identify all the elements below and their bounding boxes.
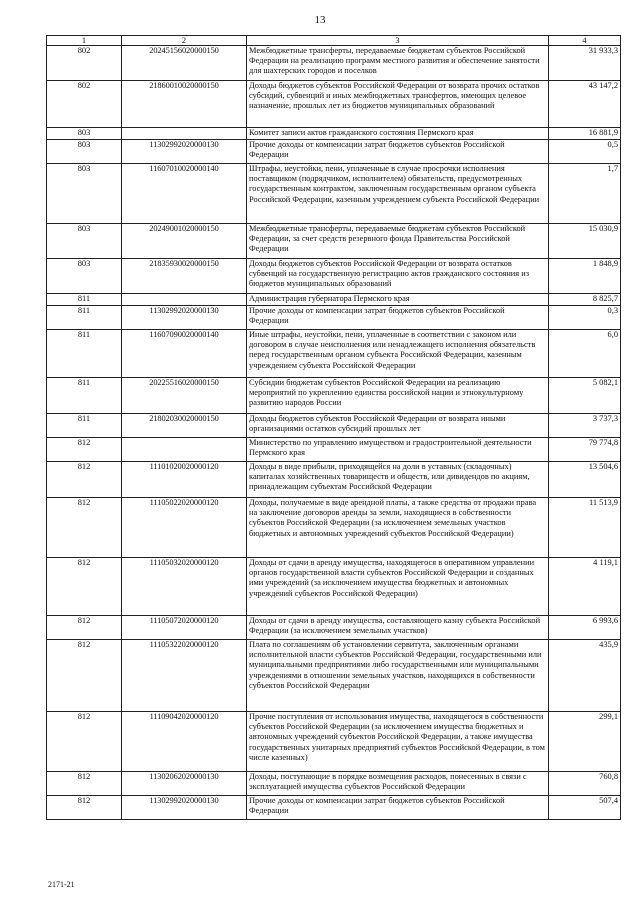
revenue-name-cell: Доходы в виде прибыли, приходящейся на доли в уставных (складочных) капиталах хозяйственных товариществ и обществ, или дивидендов по акциям, принадлежащим субъектам Российской Федерации [247,462,549,498]
table-body [47,46,621,820]
admin-code-cell: 812 [47,772,122,796]
amount-cell: 1 848,9 [549,259,621,294]
amount-cell: 1,7 [549,164,621,224]
table-row [47,81,621,128]
column-header-1: 1 [47,36,122,46]
revenue-name-cell: Прочие доходы от компенсации затрат бюджетов субъектов Российской Федерации [247,140,549,164]
amount-cell: 0,5 [549,140,621,164]
amount-cell: 13 504,6 [549,462,621,498]
table-row [47,414,621,438]
admin-code-cell: 811 [47,330,122,378]
admin-code-cell: 803 [47,140,122,164]
table-header-row [47,36,621,46]
revenue-name-cell: Прочие доходы от компенсации затрат бюджетов субъектов Российской Федерации [247,796,549,820]
admin-code-cell: 811 [47,414,122,438]
revenue-name-cell: Администрация губернатора Пермского края [247,294,549,306]
revenue-name-cell: Доходы, получаемые в виде арендной платы, а также средства от продажи права на заключение договоров аренды за земли, находящиеся в собственности субъектов Российской Федерации (за исключением земельных участков бюджетных и автономных учреждений субъектов Российской Федерации) [247,498,549,558]
page-number: 13 [314,14,326,26]
amount-cell: 16 881,9 [549,128,621,140]
revenue-code-cell: 11109042020000120 [122,712,247,772]
admin-code-cell: 802 [47,81,122,128]
amount-cell: 507,4 [549,796,621,820]
footer-document-code: 2171-21 [48,880,75,889]
table-row [47,558,621,616]
admin-code-cell: 812 [47,616,122,640]
admin-code-cell: 812 [47,796,122,820]
revenue-name-cell: Межбюджетные трансферты, передаваемые бюджетам субъектов Российской Федерации, за счет средств резервного фонда Правительства Российской Федерации [247,224,549,259]
amount-cell: 8 825,7 [549,294,621,306]
admin-code-cell: 803 [47,164,122,224]
revenue-code-cell: 21860010020000150 [122,81,247,128]
revenue-name-cell: Штрафы, неустойки, пени, уплаченные в случае просрочки исполнения поставщиком (подрядчиком, исполнителем) обязательств, предусмотренных государственным контрактом, заключенным государственным органом субъекта Российской Федерации, казенным учреждением субъекта Российской Федерации [247,164,549,224]
admin-code-cell: 803 [47,128,122,140]
table-row [47,306,621,330]
amount-cell: 15 030,9 [549,224,621,259]
revenue-name-cell: Комитет записи актов гражданского состояния Пермского края [247,128,549,140]
revenue-code-cell: 11105072020000120 [122,616,247,640]
table-row [47,712,621,772]
amount-cell: 79 774,8 [549,438,621,462]
revenue-code-cell: 11302992020000130 [122,306,247,330]
revenue-name-cell: Доходы от сдачи в аренду имущества, составляющего казну субъекта Российской Федерации (за исключением земельных участков) [247,616,549,640]
table-row [47,796,621,820]
amount-cell: 43 147,2 [549,81,621,128]
table-row [47,498,621,558]
revenue-name-cell: Доходы от сдачи в аренду имущества, находящегося в оперативном управлении органов государственной власти субъектов Российской Федерации и созданных ими учреждений (за исключением имущества бюджетных и автономных учреждений субъектов Российской Федерации) [247,558,549,616]
admin-code-cell: 812 [47,640,122,712]
amount-cell: 5 082,1 [549,378,621,414]
revenue-code-cell: 11105032020000120 [122,558,247,616]
amount-cell: 3 737,3 [549,414,621,438]
amount-cell: 0,3 [549,306,621,330]
revenue-code-cell: 11607010020000140 [122,164,247,224]
admin-code-cell: 811 [47,306,122,330]
revenue-name-cell: Доходы бюджетов субъектов Российской Федерации от возврата остатков субвенций на государственную регистрацию актов гражданского состояния из бюджетов муниципальных образований [247,259,549,294]
revenue-name-cell: Прочие поступления от использования имущества, находящегося в собственности субъектов Российской Федерации (за исключением имущества бюджетных и автономных учреждений субъектов Российской Федерации, а также имущества государственных унитарных предприятий субъектов Российской Федерации, в том числе казенных) [247,712,549,772]
amount-cell: 11 513,9 [549,498,621,558]
admin-code-cell: 812 [47,438,122,462]
table-row [47,438,621,462]
amount-cell: 6,0 [549,330,621,378]
table-row [47,378,621,414]
admin-code-cell: 803 [47,259,122,294]
admin-code-cell: 812 [47,558,122,616]
admin-code-cell: 803 [47,224,122,259]
table-row [47,772,621,796]
table-row [47,616,621,640]
revenue-code-cell [122,294,247,306]
revenue-code-cell: 11607090020000140 [122,330,247,378]
table-row [47,259,621,294]
amount-cell: 31 933,3 [549,46,621,81]
column-header-3: 3 [247,36,549,46]
table-row [47,46,621,81]
revenue-code-cell: 11302992020000130 [122,796,247,820]
revenue-table [46,35,621,820]
revenue-code-cell: 21802030020000150 [122,414,247,438]
table-row [47,294,621,306]
revenue-code-cell [122,438,247,462]
revenue-code-cell: 11302992020000130 [122,140,247,164]
revenue-name-cell: Министерство по управлению имуществом и градостроительной деятельности Пермского края [247,438,549,462]
revenue-code-cell: 20245156020000150 [122,46,247,81]
table-row [47,330,621,378]
revenue-name-cell: Доходы бюджетов субъектов Российской Федерации от возврата прочих остатков субсидий, субвенций и иных межбюджетных трансфертов, имеющих целевое назначение, прошлых лет из бюджетов муниципальных образований [247,81,549,128]
table-row [47,140,621,164]
admin-code-cell: 802 [47,46,122,81]
revenue-code-cell: 20225516020000150 [122,378,247,414]
revenue-name-cell: Иные штрафы, неустойки, пени, уплаченные в соответствии с законом или договором в случае неисполнения или ненадлежащего исполнения обязательств перед государственным органом субъекта Российской Федерации, казенным учреждением субъекта Российской Федерации [247,330,549,378]
revenue-code-cell: 11302062020000130 [122,772,247,796]
table-row [47,164,621,224]
amount-cell: 6 993,6 [549,616,621,640]
revenue-code-cell: 11101020020000120 [122,462,247,498]
column-header-4: 4 [549,36,621,46]
amount-cell: 299,1 [549,712,621,772]
revenue-code-cell: 11105022020000120 [122,498,247,558]
revenue-name-cell: Межбюджетные трансферты, передаваемые бюджетам субъектов Российской Федерации на реализацию программ местного развития и обеспечение занятости для шахтерских городов и поселков [247,46,549,81]
admin-code-cell: 811 [47,294,122,306]
table-row [47,640,621,712]
revenue-name-cell: Доходы бюджетов субъектов Российской Федерации от возврата иными организациями остатков субсидий прошлых лет [247,414,549,438]
revenue-code-cell [122,128,247,140]
amount-cell: 760,8 [549,772,621,796]
column-header-2: 2 [122,36,247,46]
admin-code-cell: 812 [47,462,122,498]
table-row [47,224,621,259]
table-row [47,462,621,498]
amount-cell: 4 119,1 [549,558,621,616]
admin-code-cell: 812 [47,712,122,772]
revenue-name-cell: Плата по соглашениям об установлении сервитута, заключенным органами исполнительной власти субъектов Российской Федерации, государственными или муниципальными предприятиями либо государственными или муниципальными учреждениями в отношении земельных участков, находящихся в собственности субъектов Российской Федерации [247,640,549,712]
admin-code-cell: 812 [47,498,122,558]
revenue-name-cell: Доходы, поступающие в порядке возмещения расходов, понесенных в связи с эксплуатацией имущества субъектов Российской Федерации [247,772,549,796]
admin-code-cell: 811 [47,378,122,414]
revenue-code-cell: 21835930020000150 [122,259,247,294]
revenue-code-cell: 20249001020000150 [122,224,247,259]
revenue-code-cell: 11105322020000120 [122,640,247,712]
table-row [47,128,621,140]
amount-cell: 435,9 [549,640,621,712]
revenue-name-cell: Субсидии бюджетам субъектов Российской Федерации на реализацию мероприятий по укреплению единства российской нации и этнокультурному развитию народов России [247,378,549,414]
revenue-name-cell: Прочие доходы от компенсации затрат бюджетов субъектов Российской Федерации [247,306,549,330]
